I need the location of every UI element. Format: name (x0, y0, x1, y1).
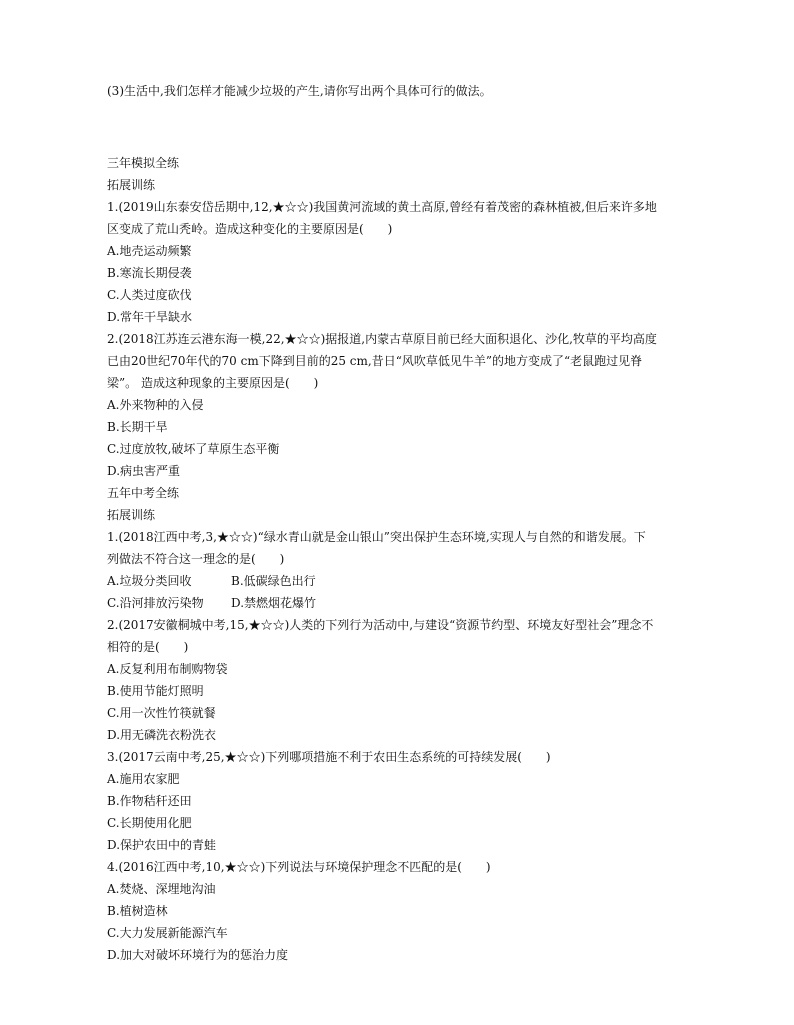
question (107, 856, 707, 966)
option: A.焚烧、深埋地沟油 (107, 882, 216, 896)
question-stem: 2.(2017安徽桐城中考,15,★☆☆)人类的下列行为活动中,与建设“资源节约型、环境友好型社会”理念不 (107, 618, 654, 632)
section-subtitle: 拓展训练 (107, 508, 156, 522)
option: C.沿河排放污染物 (107, 596, 204, 610)
option: B.植树造林 (107, 904, 168, 918)
option: A.垃圾分类回收 (107, 574, 192, 588)
option: A.反复利用布制购物袋 (107, 662, 228, 676)
question-stem: 区变成了荒山秃岭。造成这种变化的主要原因是( ) (107, 222, 393, 236)
option: D.常年干旱缺水 (107, 310, 193, 324)
option: B.使用节能灯照明 (107, 684, 204, 698)
option: C.大力发展新能源汽车 (107, 926, 228, 940)
option: D.保护农田中的青蛙 (107, 838, 217, 852)
question (107, 614, 707, 746)
option: B.作物秸秆还田 (107, 794, 192, 808)
option: B.长期干旱 (107, 420, 168, 434)
option: D.用无磷洗衣粉洗衣 (107, 728, 217, 742)
question (107, 746, 707, 856)
section-title-three-year: 三年模拟全练 (107, 156, 180, 170)
question-stem: 2.(2018江苏连云港东海一模,22,★☆☆)据报道,内蒙古草原目前已经大面积退化、沙化,牧草的平均高度 (107, 332, 657, 346)
option: A.施用农家肥 (107, 772, 180, 786)
option: D.加大对破坏环境行为的惩治力度 (107, 948, 289, 962)
option: D.病虫害严重 (107, 464, 181, 478)
question-stem: 梁”。 造成这种现象的主要原因是( ) (107, 376, 319, 390)
option: C.人类过度砍伐 (107, 288, 192, 302)
option: C.用一次性竹筷就餐 (107, 706, 216, 720)
option: A.地壳运动频繁 (107, 244, 192, 258)
question-stem: 1.(2018江西中考,3,★☆☆)“绿水青山就是金山银山”突出保护生态环境,实现人与自然的和谐发展。下 (107, 530, 646, 544)
document-page (107, 80, 707, 966)
question (107, 196, 707, 328)
option: C.长期使用化肥 (107, 816, 192, 830)
question (107, 526, 707, 614)
option: B.低碳绿色出行 (231, 574, 316, 588)
option-row (107, 570, 707, 592)
intro-question: (3)生活中,我们怎样才能减少垃圾的产生,请你写出两个具体可行的做法。 (107, 84, 492, 98)
section-subtitle: 拓展训练 (107, 178, 156, 192)
question-stem: 1.(2019山东泰安岱岳期中,12,★☆☆)我国黄河流域的黄土高原,曾经有着茂密的森林植被,但后来许多地 (107, 200, 657, 214)
question-stem: 3.(2017云南中考,25,★☆☆)下列哪项措施不利于农田生态系统的可持续发展( ) (107, 750, 551, 764)
question (107, 328, 707, 482)
option: B.寒流长期侵袭 (107, 266, 192, 280)
option-row (107, 592, 707, 614)
question-stem: 4.(2016江西中考,10,★☆☆)下列说法与环境保护理念不匹配的是( ) (107, 860, 491, 874)
question-stem: 列做法不符合这一理念的是( ) (107, 552, 285, 566)
option: A.外来物种的入侵 (107, 398, 204, 412)
question-stem: 已由20世纪70年代的70 cm下降到目前的25 cm,昔日“风吹草低见牛羊”的地方变成了“老鼠跑过见脊 (107, 354, 643, 368)
section-title-five-year: 五年中考全练 (107, 486, 180, 500)
option: C.过度放牧,破坏了草原生态平衡 (107, 442, 280, 456)
option: D.禁燃烟花爆竹 (231, 596, 317, 610)
question-stem: 相符的是( ) (107, 640, 189, 654)
